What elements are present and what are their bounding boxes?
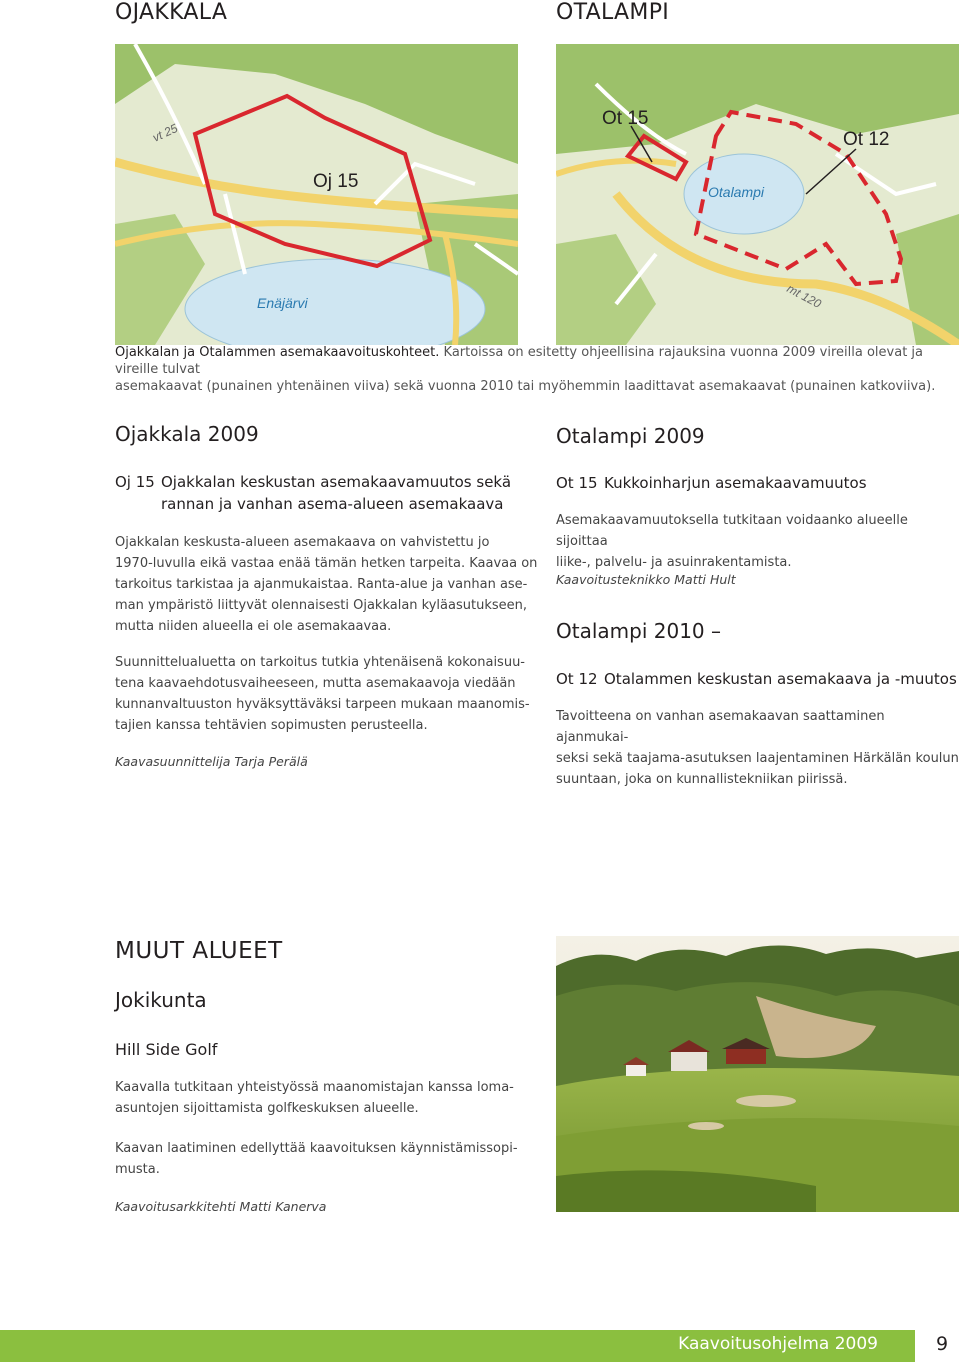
ot15-code: Ot 15 — [556, 474, 598, 492]
text-line: suuntaan, joka on kunnallistekniikan piirissä. — [556, 772, 848, 787]
road-label-mt120: mt 120 — [784, 281, 824, 311]
text-line: musta. — [115, 1162, 160, 1177]
otalampi2010-title: Otalampi 2010 – — [556, 619, 721, 643]
text-line: seksi sekä taajama-asutuksen laajentaminen Härkälän koulun — [556, 751, 959, 766]
text-line: man ympäristö liittyvät olennaisesti Ojakkalan kyläasutukseen, — [115, 598, 527, 613]
text-line: Suunnittelualuetta on tarkoitus tutkia yhtenäisenä kokonaisuu- — [115, 655, 526, 670]
area-label-ot15: Ot 15 — [602, 108, 649, 129]
caption-bold: Ojakkalan ja Otalammen asemakaavoituskohteet. — [115, 345, 440, 360]
map-ojakkala — [115, 44, 518, 345]
otalampi2010-paragraph — [556, 706, 960, 790]
otalampi2009-title: Otalampi 2009 — [556, 424, 705, 448]
text-line: tajien kanssa tehtävien sopimusten perusteella. — [115, 718, 428, 733]
area-label-ot12: Ot 12 — [843, 129, 890, 150]
ot15-title: Kukkoinharjun asemakaavamuutos — [604, 474, 867, 492]
muut-paragraph-2 — [115, 1138, 518, 1180]
ojakkala-paragraph-2 — [115, 652, 530, 736]
ojakkala-title: Ojakkala 2009 — [115, 422, 259, 446]
text-line: Tavoitteena on vanhan asemakaavan saattaminen ajanmukai- — [556, 709, 885, 745]
road-label-vt25: vt 25 — [150, 121, 180, 145]
section-header-ojakkala: OJAKKALA — [115, 0, 228, 25]
text-line: tarkoitus tarkistaa ja ajanmukaistaa. Ranta-alue ja vanhan ase- — [115, 577, 528, 592]
text-line: Kaavan laatiminen edellyttää kaavoituksen käynnistämissopi- — [115, 1141, 518, 1156]
section-header-otalampi: OTALAMPI — [556, 0, 670, 25]
oj15-title-line1: Ojakkalan keskustan asemakaavamuutos sekä — [161, 473, 512, 491]
muut-signature: Kaavoitusarkkitehti Matti Kanerva — [115, 1199, 327, 1214]
caption-line2: asemakaavat (punainen yhtenäinen viiva) sekä vuonna 2010 tai myöhemmin laadittavat asemakaavat (punainen katkoviiva). — [115, 379, 936, 394]
text-line: Kaavalla tutkitaan yhteistyössä maanomistajan kanssa loma- — [115, 1080, 514, 1095]
map-caption — [115, 344, 945, 395]
oj15-title-line2: rannan ja vanhan asema-alueen asemakaava — [161, 495, 504, 513]
footer-title: Kaavoitusohjelma 2009 — [678, 1334, 878, 1354]
text-line: mutta niiden alueella ei ole asemakaavaa. — [115, 619, 392, 634]
text-line: kunnanvaltuuston hyväksyttäväksi tarpeen mukaan maanomis- — [115, 697, 530, 712]
ot12-title: Otalammen keskustan asemakaava ja -muutos — [604, 670, 957, 688]
page-number: 9 — [936, 1333, 949, 1355]
text-line: 1970-luvulla eikä vastaa enää tämän hetken tarpeita. Kaavaa on — [115, 556, 538, 571]
lake-label-otalampi: Otalampi — [708, 184, 765, 200]
text-line: Asemakaavamuutoksella tutkitaan voidaanko alueelle sijoittaa — [556, 513, 908, 549]
text-line: Ojakkalan keskusta-alueen asemakaava on vahvistettu jo — [115, 535, 490, 550]
muut-paragraph-1 — [115, 1077, 514, 1119]
hill-side-golf-title: Hill Side Golf — [115, 1040, 218, 1059]
area-label-oj15: Oj 15 — [313, 171, 359, 192]
jokikunta-heading: Jokikunta — [115, 988, 207, 1012]
ot12-code: Ot 12 — [556, 670, 598, 688]
oj15-code: Oj 15 — [115, 473, 155, 491]
otalampi2009-paragraph — [556, 510, 960, 573]
ojakkala-paragraph-1 — [115, 532, 537, 637]
text-line: liike-, palvelu- ja asuinrakentamista. — [556, 555, 792, 570]
golf-landscape-photo — [556, 936, 959, 1212]
map-otalampi — [556, 44, 959, 345]
text-line: tena kaavaehdotusvaiheeseen, mutta asemakaavoja viedään — [115, 676, 516, 691]
caption-line1: Kartoissa on esitetty ohjeellisina rajauksina vuonna 2009 vireilla olevat ja vireille tulvat — [115, 345, 924, 377]
muut-alueet-heading: MUUT ALUEET — [115, 938, 283, 964]
ojakkala-signature: Kaavasuunnittelija Tarja Perälä — [115, 754, 308, 769]
otalampi2009-signature: Kaavoitusteknikko Matti Hult — [556, 572, 736, 587]
lake-label-enajarvi: Enäjärvi — [257, 295, 308, 311]
text-line: asuntojen sijoittamista golfkeskuksen alueelle. — [115, 1101, 419, 1116]
